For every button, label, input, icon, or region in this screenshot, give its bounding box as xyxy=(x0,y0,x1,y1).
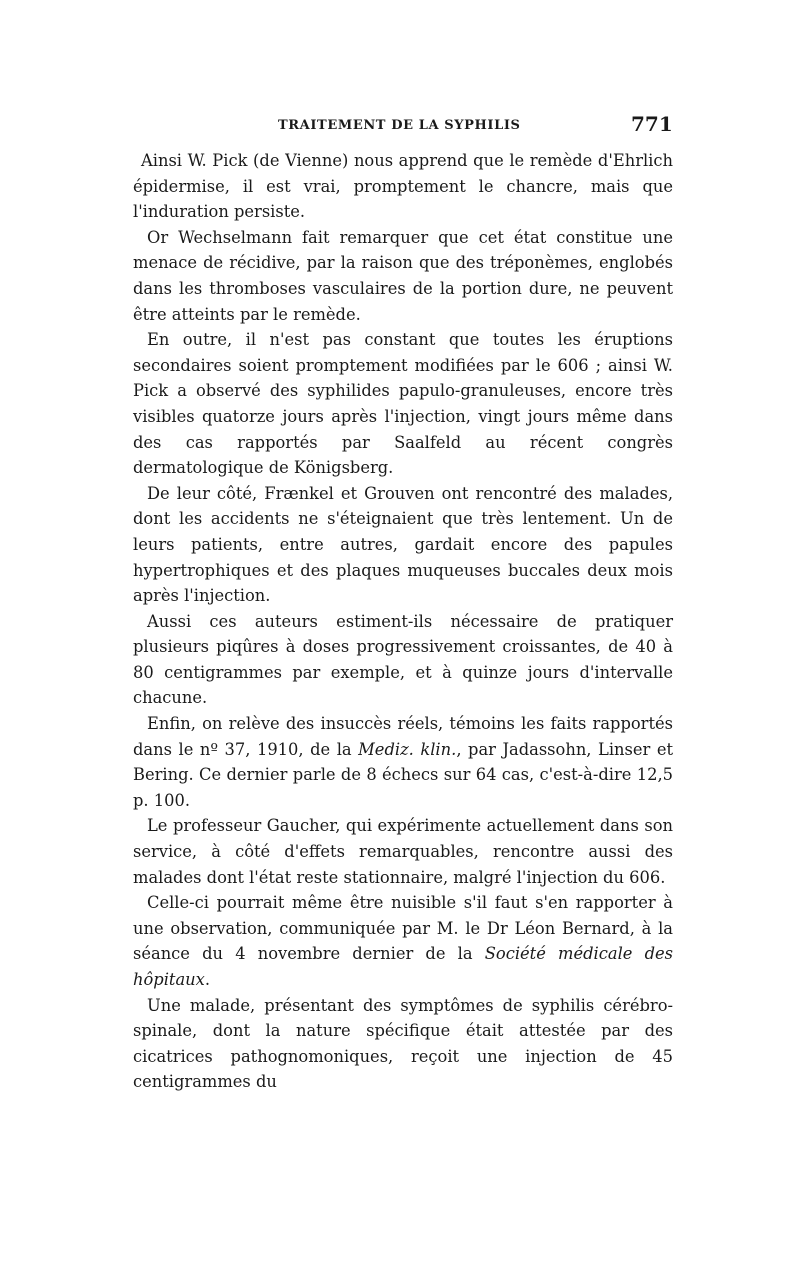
paragraph-doses: Aussi ces auteurs estiment-ils nécessaire de pratiquer plusieurs piqûres à doses progressivement croissantes, de 40 à 80 centigrammes par exemple, et à quinze jours d'intervalle chacune. xyxy=(133,611,673,708)
journal-title: Mediz. klin. xyxy=(358,739,457,759)
society-name: Société médicale des hôpitaux xyxy=(133,944,673,989)
page-number: 771 xyxy=(631,112,673,136)
paragraph-observation-text-b: . xyxy=(204,970,211,989)
paragraph-insucces-text-a: Enfin, on relève des insuccès réels, témoins les faits rapportés dans le nº 37, 1910, de la xyxy=(133,714,673,759)
paragraph-eruptions: En outre, il n'est pas constant que toutes les éruptions secondaires soient promptement modifiées par le 606 ; ainsi W. Pick a observé des syphilides papulo-granuleuses, encore très visibles quatorze jours après l'injection, vingt jours même dans des cas rapportés par Saalfeld au récent congrès dermatologique de Königsberg. xyxy=(133,330,673,478)
paragraph-gaucher: Le professeur Gaucher, qui expérimente actuellement dans son service, à côté d'effets remarquables, rencontre aussi des malades dont l'état reste stationnaire, malgré l'injection du 606. xyxy=(133,816,673,887)
paragraph-wechselmann: Or Wechselmann fait remarquer que cet état constitue une menace de récidive, par la raison que des tréponèmes, englobés dans les thromboses vasculaires de la portion dure, ne peuvent être atteints par le remède. xyxy=(133,227,673,324)
paragraph-insucces xyxy=(133,711,673,813)
paragraph-fraenkel-grouven: De leur côté, Frænkel et Grouven ont rencontré des malades, dont les accidents ne s'éteignaient que très lentement. Un de leurs patients, entre autres, gardait encore des papules hypertrophiques et des plaques muqueuses buccales deux mois après l'injection. xyxy=(133,483,673,606)
running-head-title: TRAITEMENT DE LA SYPHILIS xyxy=(278,118,521,133)
paragraph-observation xyxy=(133,890,673,992)
paragraph-observation-text-a: Celle-ci pourrait même être nuisible s'il faut s'en rapporter à une observation, communiquée par M. le Dr Léon Bernard, à la séance du 4 novembre dernier de la xyxy=(133,893,673,964)
body-text xyxy=(133,148,673,1095)
paragraph-malade: Une malade, présentant des symptômes de syphilis cérébro-spinale, dont la nature spécifique était attestée par des cicatrices pathognomoniques, reçoit une injection de 45 centigrammes du xyxy=(133,995,673,1092)
running-head xyxy=(0,112,800,140)
paragraph-pick: Ainsi W. Pick (de Vienne) nous apprend que le remède d'Ehrlich épidermise, il est vrai, promptement le chancre, mais que l'induration persiste. xyxy=(133,151,673,222)
paragraph-insucces-text-b: , par Jadassohn, Linser et Bering. Ce dernier parle de 8 échecs sur 64 cas, c'est-à-dire 12,5 p. 100. xyxy=(133,739,673,810)
